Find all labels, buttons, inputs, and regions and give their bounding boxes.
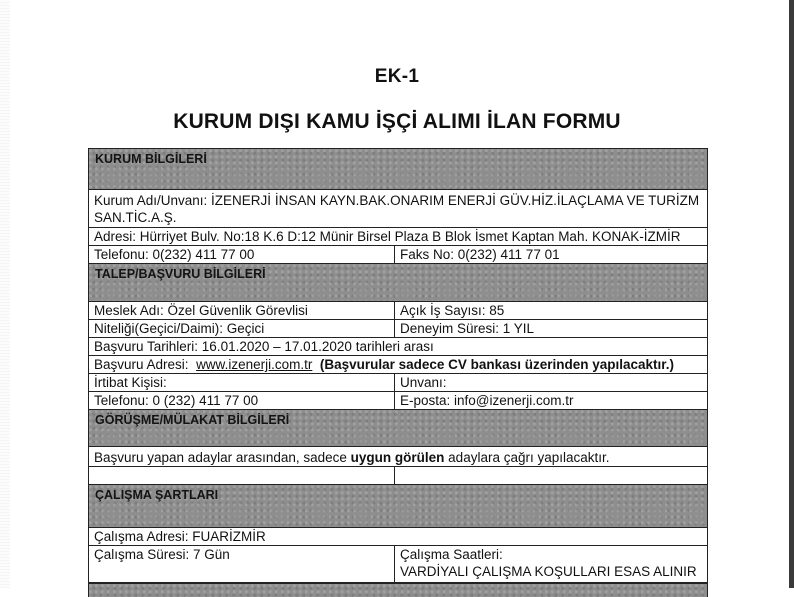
kurum-fax: Faks No: 0(232) 411 77 01 (400, 247, 560, 262)
scan-edge-noise (0, 0, 10, 588)
empty-cell-right (395, 467, 707, 484)
row-work-duration (89, 546, 707, 583)
page-edge-bar (789, 0, 794, 588)
row-contact-person (89, 374, 707, 392)
interview-note-end: adaylara çağrı yapılacaktır. (444, 450, 610, 465)
work-hours-label: Çalışma Saatleri: (400, 547, 503, 562)
row-profession (89, 302, 707, 320)
contact-email[interactable]: E-posta: info@izenerji.com.tr (400, 393, 574, 408)
row-kurum-name (89, 190, 707, 228)
work-hours-cell (395, 546, 707, 582)
announcement-form-table (88, 148, 708, 597)
job-nature: Niteliği(Geçici/Daimi): Geçici (89, 320, 395, 337)
row-work-address (89, 528, 707, 546)
section-header-kurum: KURUM BİLGİLERİ (89, 148, 707, 190)
open-positions: Açık İş Sayısı: 85 (400, 303, 505, 318)
contact-phone: Telefonu: 0 (232) 411 77 00 (89, 392, 395, 409)
work-duration: Çalışma Süresi: 7 Gün (89, 546, 395, 582)
document-code: EK-1 (374, 66, 420, 87)
work-hours-value: VARDİYALI ÇALIŞMA KOŞULLARI ESAS ALINIR (400, 564, 697, 579)
row-application-address (89, 356, 707, 374)
application-address-label: Başvuru Adresi: (94, 357, 197, 372)
section-header-next-partial (89, 583, 707, 597)
contact-person: İrtibat Kişisi: (89, 374, 395, 391)
section-header-talep: TALEP/BAŞVURU BİLGİLERİ (89, 264, 707, 302)
row-dates (89, 338, 707, 356)
interview-note-start: Başvuru yapan adaylar arasından, sadece (94, 450, 351, 465)
kurum-name-line1: Kurum Adı/Unvanı: İZENERJİ İNSAN KAYN.BAK.ONARIM ENERJİ GÜV.HİZ.İLAÇLAMA VE TURİZM (94, 193, 700, 208)
document-title: KURUM DIŞI KAMU İŞÇİ ALIMI İLAN FORMU (173, 110, 621, 133)
contact-title: Unvanı: (400, 375, 447, 390)
application-address-cell (89, 356, 707, 373)
work-address: Çalışma Adresi: FUARİZMİR (94, 529, 266, 544)
kurum-phone: Telefonu: 0(232) 411 77 00 (89, 246, 395, 263)
application-website-link[interactable]: www.izenerji.com.tr (196, 357, 313, 372)
kurum-address: Adresi: Hürriyet Bulv. No:18 K.6 D:12 Münir Birsel Plaza B Blok İsmet Kaptan Mah. KONAK-İZMİR (94, 229, 681, 244)
section-header-calisma: ÇALIŞMA ŞARTLARI (89, 484, 707, 528)
section-header-gorusme: GÖRÜŞME/MÜLAKAT BİLGİLERİ (89, 409, 707, 447)
kurum-name-cell (89, 190, 707, 227)
row-interview-note (89, 447, 707, 467)
empty-cell-left (89, 467, 395, 484)
kurum-name-line2: SAN.TİC.A.Ş. (94, 210, 177, 225)
row-kurum-contact (89, 246, 707, 264)
row-nature (89, 320, 707, 338)
interview-note-emphasis: uygun görülen (350, 450, 445, 465)
application-note: (Başvurular sadece CV bankası üzerinden yapılacaktır.) (312, 357, 674, 372)
profession: Meslek Adı: Özel Güvenlik Görevlisi (89, 302, 395, 319)
application-dates: Başvuru Tarihleri: 16.01.2020 – 17.01.2020 tarihleri arası (94, 339, 434, 354)
interview-note (89, 447, 707, 466)
row-contact-details (89, 392, 707, 409)
row-interview-empty (89, 467, 707, 484)
row-kurum-address (89, 228, 707, 246)
experience: Deneyim Süresi: 1 YIL (400, 321, 535, 336)
